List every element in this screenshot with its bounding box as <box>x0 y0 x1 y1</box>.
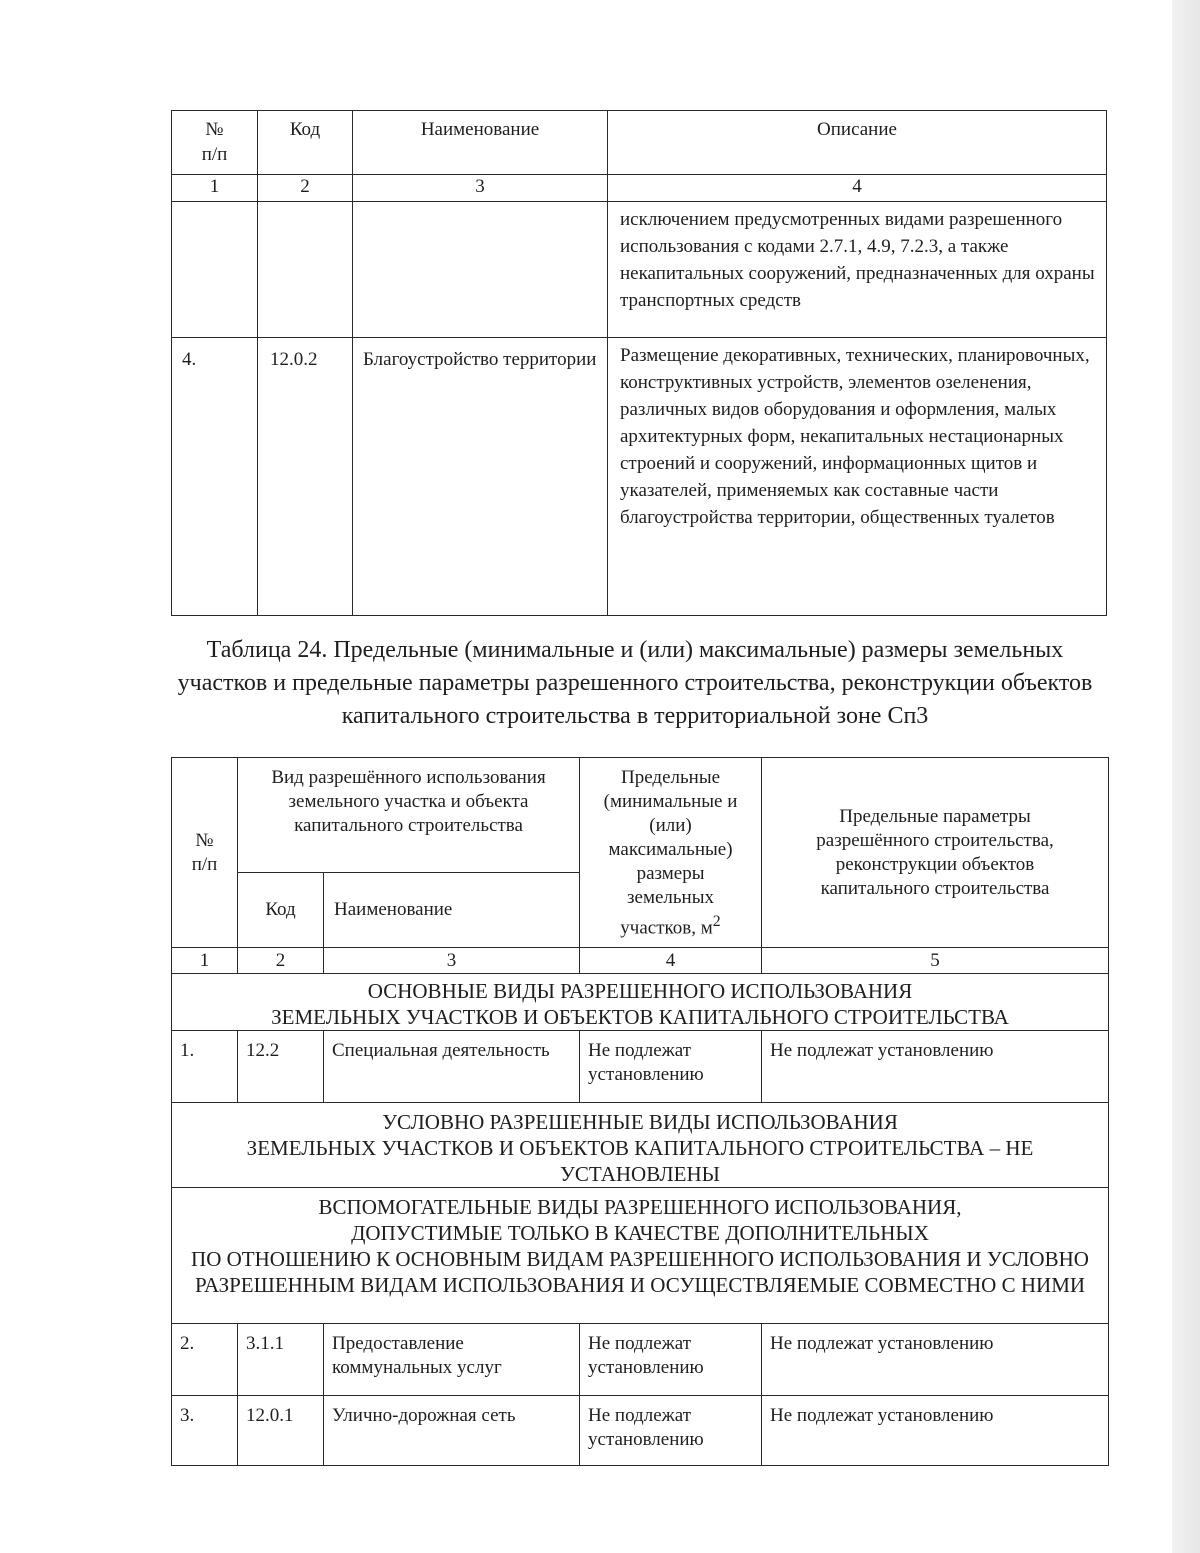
column-number: 4 <box>608 175 1107 202</box>
column-number-row <box>172 175 1107 202</box>
column-number: 1 <box>172 948 238 974</box>
row-params: Не подлежат установлению <box>762 1324 1109 1396</box>
table-caption: Таблица 24. Предельные (минимальные и (или) максимальные) размеры земельных участков и предельные параметры разрешенного строительства, реконструкции объектов капитального строительства в территориальной зоне Сп3 <box>177 637 1093 729</box>
header-description: Описание <box>608 111 1107 175</box>
row-description: исключением предусмотренных видами разрешенного использования с кодами 2.7.1, 4.9, 7.2.3, а также некапитальных сооружений, предназначенных для охраны транспортных средств <box>608 202 1107 338</box>
row-num <box>172 202 258 338</box>
header-name: Наименование <box>353 111 608 175</box>
column-number: 3 <box>324 948 580 974</box>
section-auxiliary-title: ВСПОМОГАТЕЛЬНЫЕ ВИДЫ РАЗРЕШЕННОГО ИСПОЛЬЗОВАНИЯ, ДОПУСТИМЫЕ ТОЛЬКО В КАЧЕСТВЕ ДОПОЛНИТЕЛЬНЫХ ПО ОТНОШЕНИЮ К ОСНОВНЫМ ВИДАМ РАЗРЕШЕННОГО ИСПОЛЬЗОВАНИЯ И УСЛОВНО РАЗРЕШЕННЫМ ВИДАМ ИСПОЛЬЗОВАНИЯ И ОСУЩЕСТВЛЯЕМЫЕ СОВМЕСТНО С НИМИ <box>172 1188 1109 1324</box>
table-row <box>172 338 1107 616</box>
header-num: № п/п <box>172 758 238 948</box>
header-code: Код <box>238 873 324 948</box>
row-name <box>353 202 608 338</box>
column-number: 4 <box>580 948 762 974</box>
column-number-row <box>172 948 1109 974</box>
row-params: Не подлежат установлению <box>762 1031 1109 1103</box>
table-row <box>172 202 1107 338</box>
row-code <box>258 202 353 338</box>
section-conditional-title: УСЛОВНО РАЗРЕШЕННЫЕ ВИДЫ ИСПОЛЬЗОВАНИЯ ЗЕМЕЛЬНЫХ УЧАСТКОВ И ОБЪЕКТОВ КАПИТАЛЬНОГО СТРОИТЕЛЬСТВА – НЕ УСТАНОВЛЕНЫ <box>172 1103 1109 1188</box>
header-sizes-sup: 2 <box>712 913 721 931</box>
header-name: Наименование <box>324 873 580 948</box>
row-num: 2. <box>172 1324 238 1396</box>
row-sizes: Не подлежат установлению <box>580 1396 762 1466</box>
header-kind: Вид разрешённого использования земельного участка и объекта капитального строительства <box>238 758 580 873</box>
row-params: Не подлежат установлению <box>762 1396 1109 1466</box>
row-num: 4. <box>172 338 258 616</box>
column-number: 3 <box>353 175 608 202</box>
zone-parameters-table <box>171 757 1109 1466</box>
column-number: 5 <box>762 948 1109 974</box>
section-row-conditional <box>172 1103 1109 1188</box>
row-sizes: Не подлежат установлению <box>580 1031 762 1103</box>
header-sizes-text: Предельные (минимальные и (или) максимальные) размеры земельных участков, м <box>603 767 738 939</box>
table-header-row <box>172 758 1109 873</box>
section-main-title: ОСНОВНЫЕ ВИДЫ РАЗРЕШЕННОГО ИСПОЛЬЗОВАНИЯ ЗЕМЕЛЬНЫХ УЧАСТКОВ И ОБЪЕКТОВ КАПИТАЛЬНОГО СТРОИТЕЛЬСТВА <box>172 974 1109 1031</box>
column-number: 2 <box>238 948 324 974</box>
table-header-row <box>172 111 1107 175</box>
row-description: Размещение декоративных, технических, планировочных, конструктивных устройств, элементов озеленения, различных видов оборудования и оформления, малых архитектурных форм, некапитальных нестационарных строений и сооружений, информационных щитов и указателей, применяемых как составные части благоустройства территории, общественных туалетов <box>608 338 1107 616</box>
row-name: Специальная деятельность <box>324 1031 580 1103</box>
column-number: 1 <box>172 175 258 202</box>
table-row <box>172 1031 1109 1103</box>
table-row <box>172 1324 1109 1396</box>
table-row <box>172 1396 1109 1466</box>
header-params: Предельные параметры разрешённого строительства, реконструкции объектов капитального строительства <box>762 758 1109 948</box>
row-num: 1. <box>172 1031 238 1103</box>
section-row-auxiliary <box>172 1188 1109 1324</box>
header-code: Код <box>258 111 353 175</box>
row-name: Предоставление коммунальных услуг <box>324 1324 580 1396</box>
row-code: 3.1.1 <box>238 1324 324 1396</box>
header-num: № п/п <box>172 111 258 175</box>
row-code: 12.2 <box>238 1031 324 1103</box>
column-number: 2 <box>258 175 353 202</box>
row-code: 12.0.2 <box>258 338 353 616</box>
permitted-uses-table-continuation <box>171 110 1107 616</box>
row-sizes: Не подлежат установлению <box>580 1324 762 1396</box>
row-name: Благоустройство территории <box>353 338 608 616</box>
row-code: 12.0.1 <box>238 1396 324 1466</box>
header-sizes <box>580 758 762 948</box>
scan-edge <box>1172 0 1200 1553</box>
section-row-main <box>172 974 1109 1031</box>
row-name: Улично-дорожная сеть <box>324 1396 580 1466</box>
row-num: 3. <box>172 1396 238 1466</box>
